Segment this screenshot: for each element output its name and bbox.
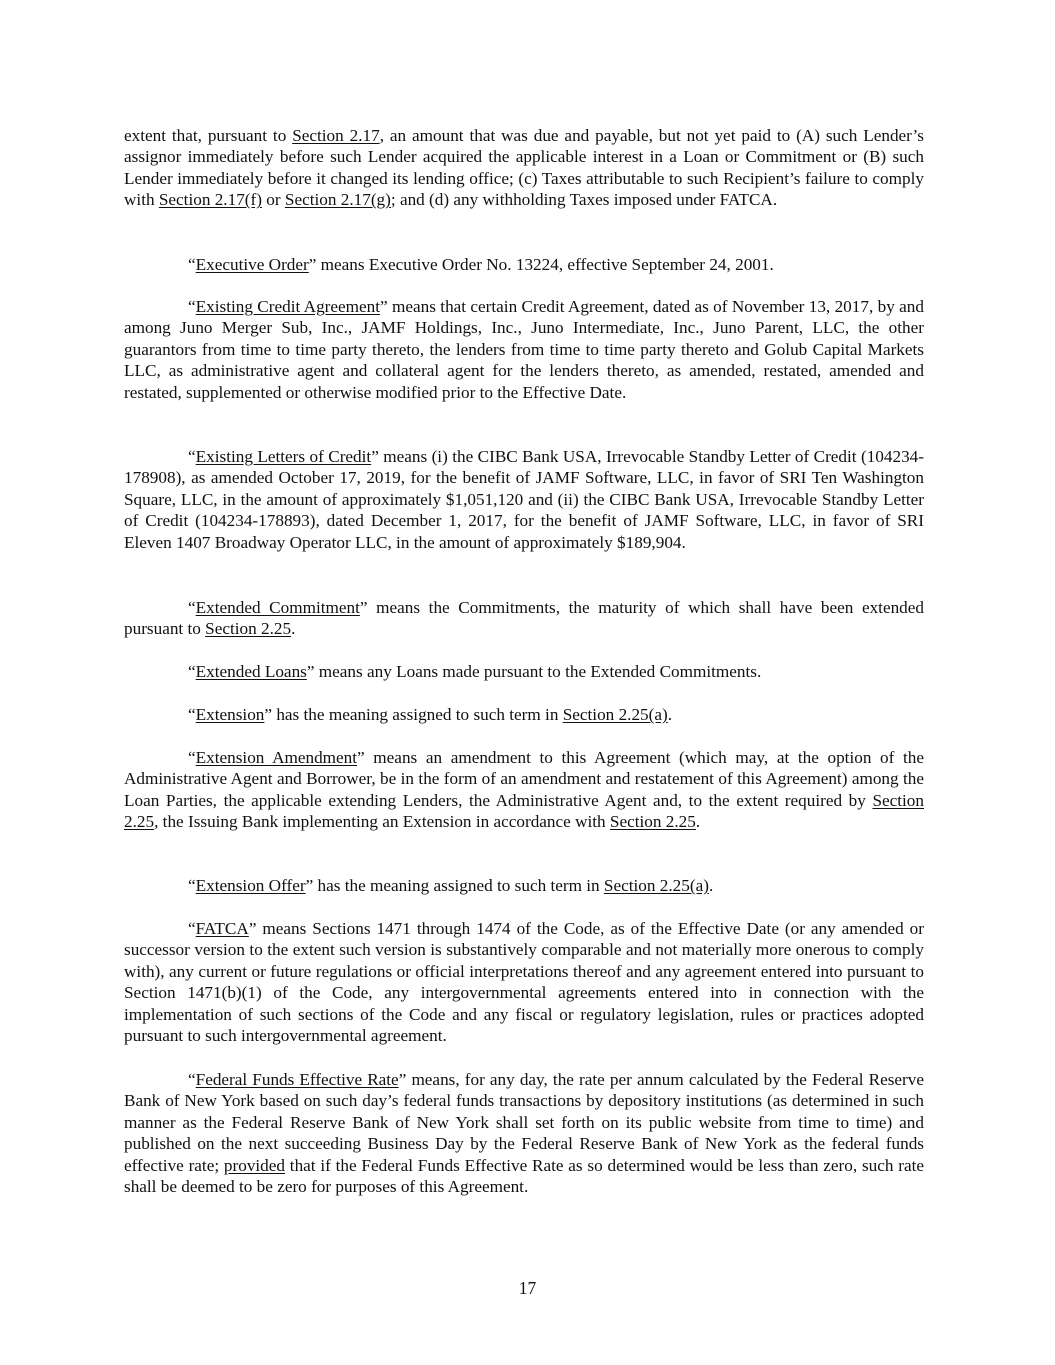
text-segment: , the Issuing Bank implementing an Extension in accordance with bbox=[154, 812, 610, 832]
text-segment: “ bbox=[188, 598, 196, 617]
text-segment: extent that, pursuant to bbox=[124, 126, 293, 145]
defined-term-reference: Extended Loans bbox=[195, 662, 307, 681]
defined-term-reference: Extension Amendment bbox=[195, 748, 358, 767]
text-segment: . bbox=[708, 876, 714, 895]
text-segment: . bbox=[695, 812, 701, 832]
text-segment: . bbox=[291, 619, 296, 639]
text-segment: “ bbox=[188, 1070, 196, 1089]
definition-extension bbox=[124, 704, 924, 725]
text-segment: “ bbox=[188, 662, 196, 681]
text-segment: ” means an amendment to this Agreement (which may, at the option of the Administrative Agent and Borrower, be in the form of an amendment and restatement of this Agreement) among the Loan Parties, the applicable extending Lenders, the Administrative Agent and, to the extent required by bbox=[124, 748, 925, 810]
defined-term-reference: Federal Funds Effective Rate bbox=[195, 1070, 399, 1089]
text-segment: , an amount that was due and payable, but not yet paid to (A) such Lender’s assignor immediately before such Lender acquired the applicable interest in a Loan or Commitment or (B) such Lender immediately before it changed its lending office; (c) Taxes attributable to such Recipient’s failure to comply with bbox=[124, 126, 924, 210]
defined-term-reference: Section 2.17(g) bbox=[284, 190, 391, 210]
page-number: 17 bbox=[518, 1278, 537, 1298]
text-segment: ” means Sections 1471 through 1474 of the Code, as of the Effective Date (or any amended or successor version to the extent such version is substantively comparable and not materially more onerous to comply with), any current or future regulations or official interpretations thereof and any agreement entered into pursuant to Section 1471(b)(1) of the Code, any intergovernmental agreements entered into in connection with the implementation of such sections of the Code and any fiscal or regulatory legislation, rules or practices adopted pursuant to such intergovernmental agreement. bbox=[124, 919, 924, 1046]
definition-fatca bbox=[124, 918, 924, 1046]
defined-term-reference: Section 2.25 bbox=[205, 619, 292, 639]
defined-term-reference: Extended Commitment bbox=[195, 598, 360, 617]
paragraph-continuation bbox=[124, 125, 924, 211]
text-segment: ” means (i) the CIBC Bank USA, Irrevocable Standby Letter of Credit (104234-178908), as amended October 17, 2019, for the benefit of JAMF Software, LLC, in favor of SRI Ten Washington Square, LLC, in the amount of approximately $1,051,120 and (ii) the CIBC Bank USA, Irrevocable Standby Letter of Credit (104234-178893), dated December 1, 2017, for the benefit of JAMF Software, LLC, in favor of SRI Eleven 1407 Broadway Operator LLC, in the amount of approximately $189,904. bbox=[124, 447, 924, 552]
defined-term-reference: provided bbox=[223, 1155, 286, 1175]
text-segment: ” has the meaning assigned to such term in bbox=[305, 876, 604, 895]
definition-extended-loans bbox=[124, 661, 924, 682]
defined-term-reference: Section 2.25 bbox=[609, 812, 696, 832]
defined-term-reference: Extension Offer bbox=[195, 876, 306, 895]
text-segment: “ bbox=[188, 876, 196, 895]
definition-existing-credit-agreement bbox=[124, 296, 924, 403]
definition-executive-order bbox=[124, 254, 924, 275]
definition-extension-amendment bbox=[124, 747, 924, 833]
defined-term-reference: Extension bbox=[195, 705, 265, 724]
definition-extended-commitment bbox=[124, 597, 924, 640]
text-segment: . bbox=[667, 705, 673, 724]
text-segment: ” means, for any day, the rate per annum calculated by the Federal Reserve Bank of New York based on such day’s federal funds transactions by depository institutions (as determined in such manner as the Federal Reserve Bank of New York shall set forth on its public website from time to time) and published on the next succeeding Business Day by the Federal Reserve Bank of New York as the federal funds effective rate; bbox=[124, 1070, 924, 1175]
text-segment: ” means Executive Order No. 13224, effective September 24, 2001. bbox=[308, 255, 774, 274]
definition-existing-letters-of-credit bbox=[124, 446, 924, 553]
text-segment: “ bbox=[188, 919, 196, 938]
defined-term-reference: FATCA bbox=[195, 919, 249, 938]
text-segment: or bbox=[261, 190, 285, 210]
text-segment: ; and (d) any withholding Taxes imposed under FATCA. bbox=[390, 190, 778, 210]
defined-term-reference: Section 2.25(a) bbox=[562, 705, 668, 724]
definition-extension-offer bbox=[124, 875, 924, 896]
text-segment: ” has the meaning assigned to such term in bbox=[264, 705, 563, 724]
text-segment: ” means any Loans made pursuant to the Extended Commitments. bbox=[306, 662, 762, 681]
text-segment: “ bbox=[188, 447, 196, 466]
defined-term-reference: Existing Credit Agreement bbox=[195, 297, 381, 316]
text-segment: ” means the Commitments, the maturity of which shall have been extended pursuant to bbox=[124, 598, 924, 639]
defined-term-reference: Section 2.17 bbox=[292, 126, 380, 145]
defined-term-reference: Executive Order bbox=[195, 255, 309, 274]
definition-federal-funds-effective-rate bbox=[124, 1069, 924, 1197]
text-segment: that if the Federal Funds Effective Rate as so determined would be less than zero, such rate shall be deemed to be zero for purposes of this Agreement. bbox=[124, 1155, 924, 1197]
defined-term-reference: Existing Letters of Credit bbox=[195, 447, 372, 466]
text-segment: “ bbox=[188, 255, 196, 274]
defined-term-reference: Section 2.25(a) bbox=[603, 876, 709, 895]
text-segment: ” means that certain Credit Agreement, dated as of November 13, 2017, by and among Juno Merger Sub, Inc., JAMF Holdings, Inc., Juno Intermediate, Inc., Juno Parent, LLC, the other guarantors from time to time party thereto, the lenders from time to time party thereto and Golub Capital Markets LLC, as administrative agent and collateral agent for the lenders thereto, as amended, restated, amended and restated, supplemented or otherwise modified prior to the Effective Date. bbox=[124, 297, 924, 402]
defined-term-reference: Section 2.25 bbox=[124, 790, 924, 832]
defined-term-reference: Section 2.17(f) bbox=[158, 190, 262, 210]
text-segment: “ bbox=[188, 705, 196, 724]
text-segment: “ bbox=[188, 297, 196, 316]
text-segment: “ bbox=[188, 748, 196, 767]
